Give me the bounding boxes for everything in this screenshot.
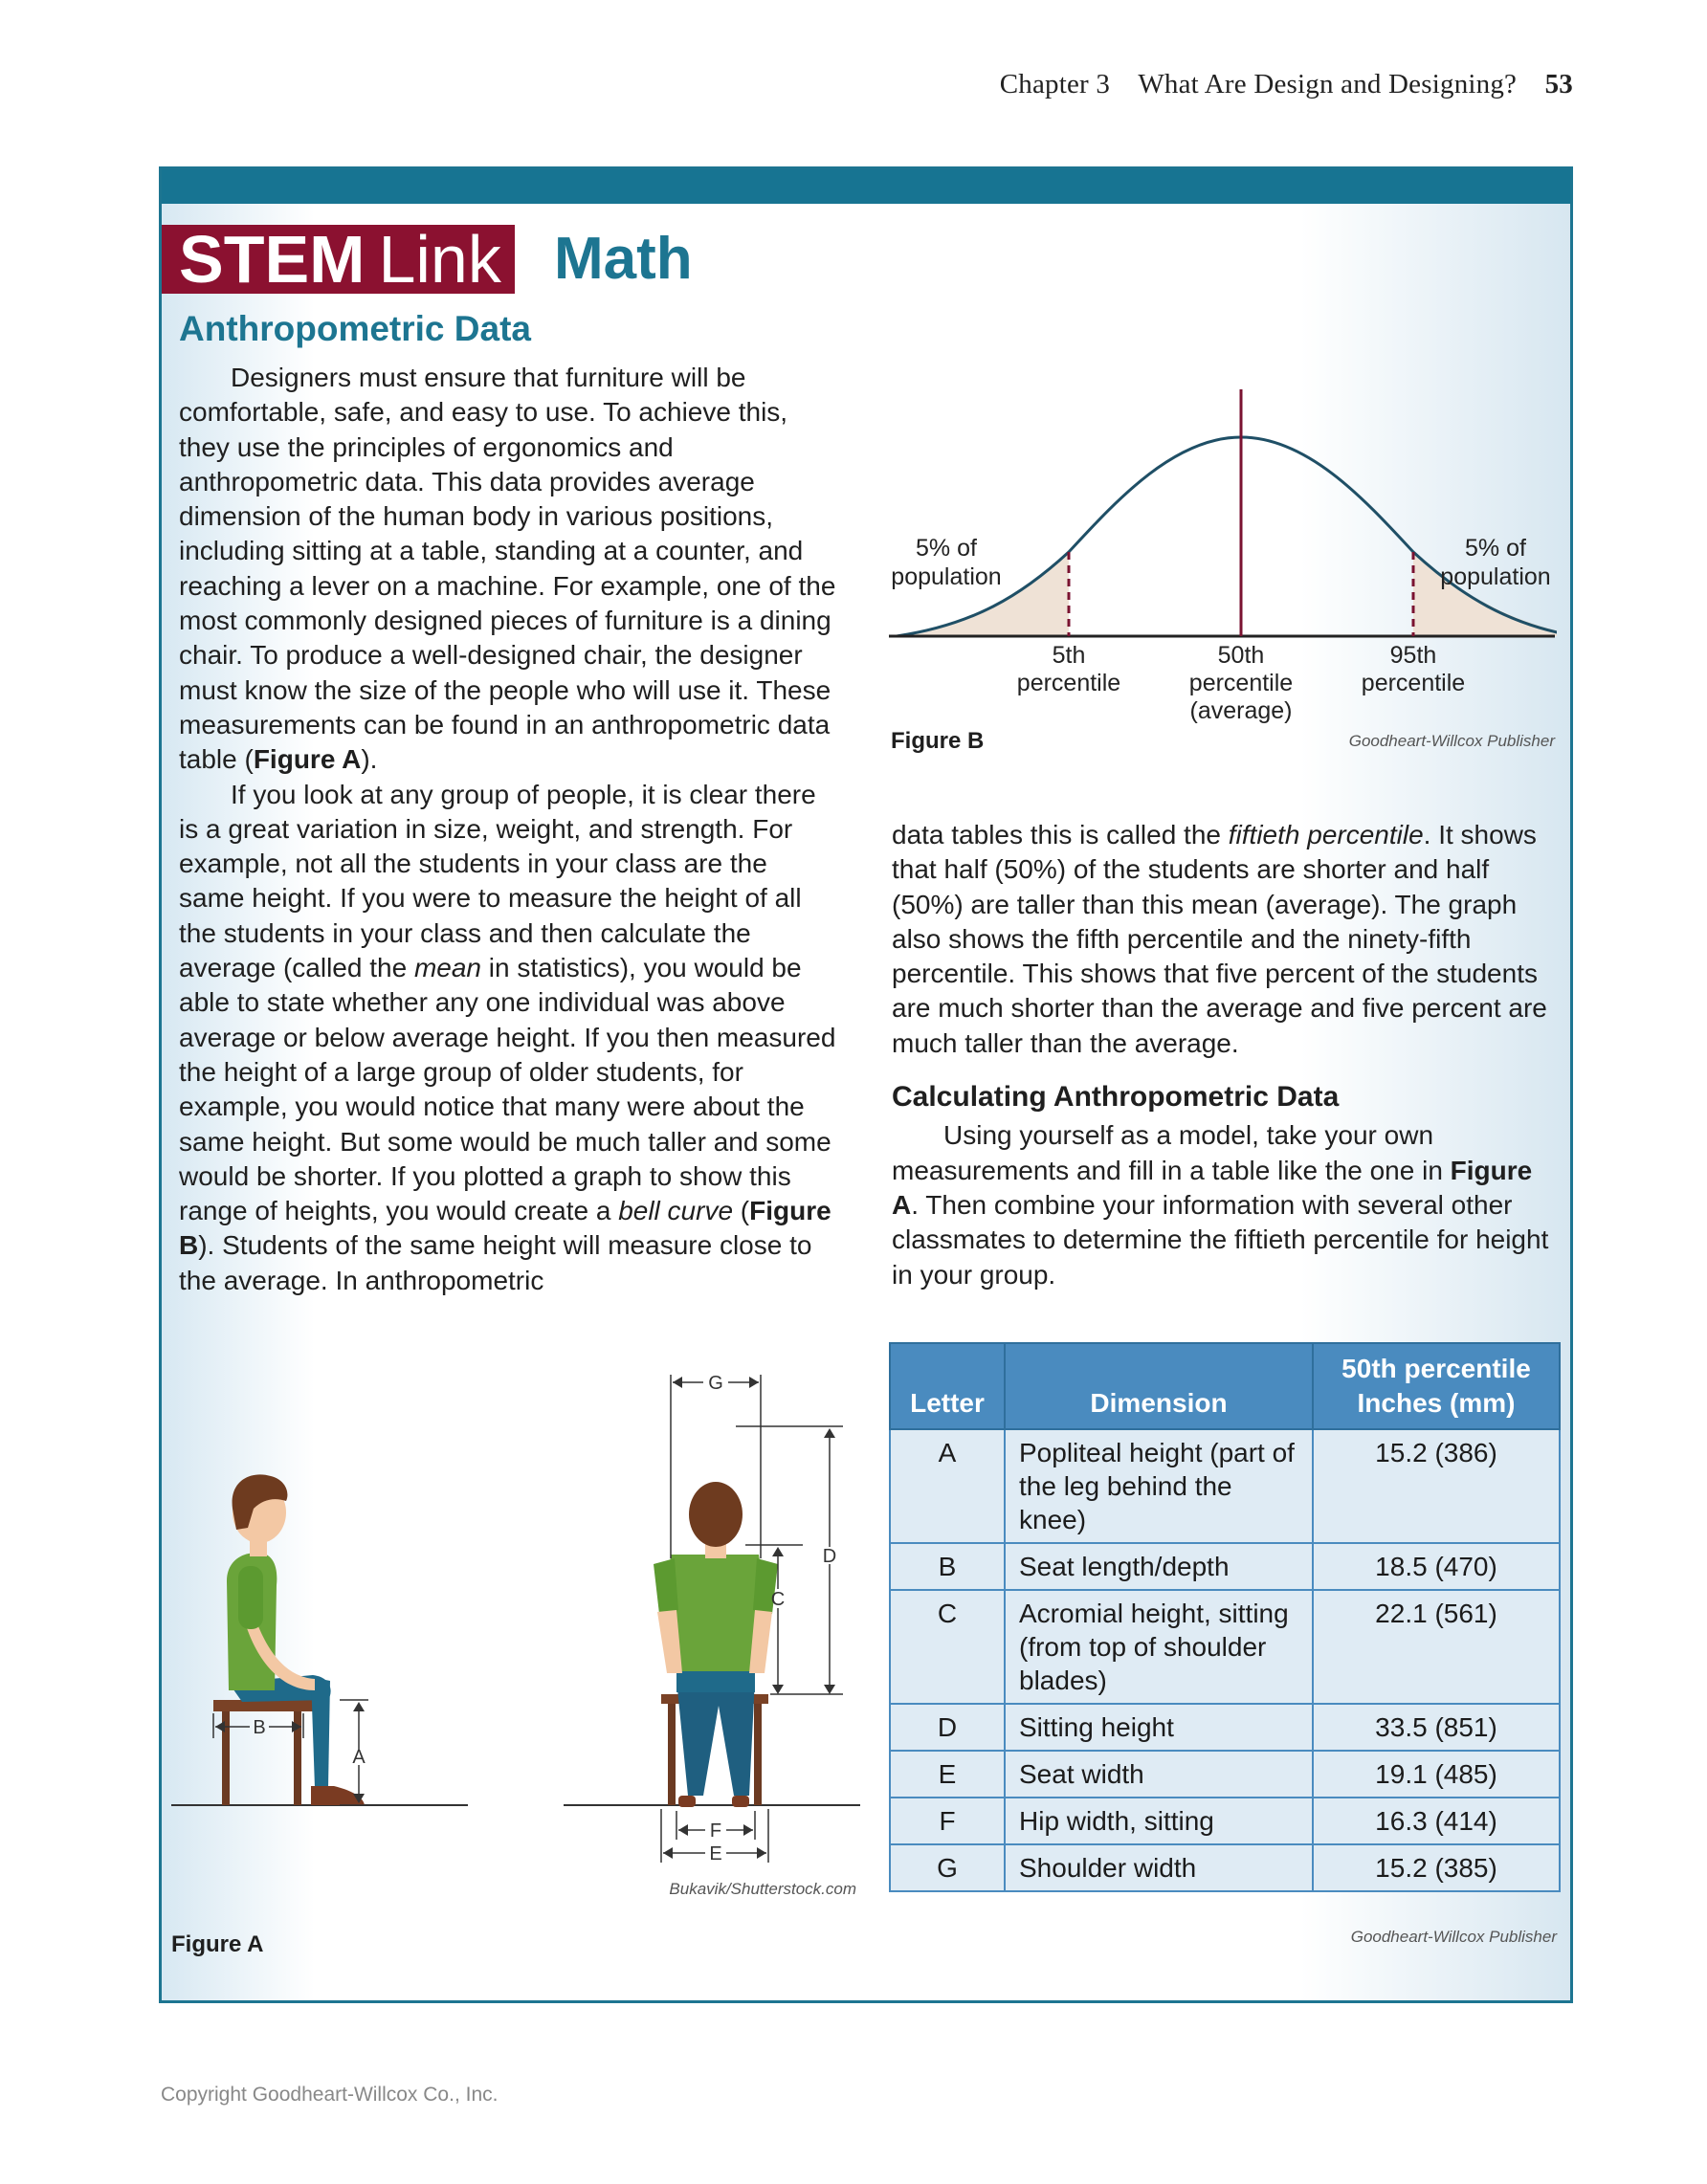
link-word: Link <box>378 222 501 297</box>
dim-e-arrow-right <box>757 1847 766 1859</box>
dim-e-arrow-left <box>663 1847 673 1859</box>
box-header-bar <box>162 169 1570 204</box>
cell-letter: E <box>890 1751 1005 1798</box>
cell-letter: A <box>890 1429 1005 1543</box>
copyright-footer: Copyright Goodheart-Willcox Co., Inc. <box>161 2084 499 2106</box>
dim-g-arrow-right <box>749 1377 759 1388</box>
table-row <box>890 1704 1560 1751</box>
dim-c-letter: C <box>770 1589 786 1610</box>
table-credit: Goodheart-Willcox Publisher <box>1350 1928 1557 1946</box>
dim-f-arrow-left <box>678 1824 688 1836</box>
table-row <box>890 1429 1560 1543</box>
dim-f-letter: F <box>709 1820 722 1842</box>
figure-a-reference: Figure A <box>253 744 362 775</box>
dim-d-arrow-up <box>824 1428 835 1438</box>
cell-letter: B <box>890 1543 1005 1590</box>
figure-a-label: Figure A <box>171 1931 264 1957</box>
bell-curve-chart <box>887 357 1557 759</box>
dim-d-letter: D <box>822 1546 837 1567</box>
cell-value: 22.1 (561) <box>1313 1590 1560 1704</box>
table-row <box>890 1798 1560 1844</box>
cell-value: 19.1 (485) <box>1313 1751 1560 1798</box>
chapter-title: What Are Design and Designing? <box>1138 69 1518 99</box>
percentile-50-label-1: 50th <box>1217 642 1265 669</box>
cell-dimension: Acromial height, sitting (from top of shoulder blades) <box>1005 1590 1313 1704</box>
figure-b-reference: Figure B <box>179 1196 831 1261</box>
dim-f-arrow-right <box>743 1824 753 1836</box>
percentile-50-label-3: (average) <box>1189 697 1293 724</box>
figure-a-reference-2: Figure A <box>892 1155 1533 1220</box>
anthropometric-table <box>889 1342 1561 1892</box>
figure-a-photo-credit: Bukavik/Shutterstock.com <box>669 1880 856 1898</box>
header-value: 50th percentile Inches (mm) <box>1313 1343 1560 1429</box>
stem-word: STEM <box>179 222 366 297</box>
back-legs-jeans <box>676 1679 755 1796</box>
bell-curve-term: bell curve <box>618 1196 734 1226</box>
percentile-5-label-1: 5th <box>1052 642 1086 669</box>
cell-value: 33.5 (851) <box>1313 1704 1560 1751</box>
cell-letter: D <box>890 1704 1005 1751</box>
cell-dimension: Shoulder width <box>1005 1844 1313 1891</box>
percentile-95-label-1: 95th <box>1389 642 1437 669</box>
stem-link-box <box>159 166 1573 2003</box>
figure-b <box>887 357 1557 759</box>
seated-figures-diagram <box>171 1375 860 1910</box>
header-dimension: Dimension <box>1005 1343 1313 1429</box>
cell-dimension: Seat length/depth <box>1005 1543 1313 1590</box>
mean-term: mean <box>413 953 481 983</box>
back-shoe-left <box>678 1796 696 1807</box>
paragraph-2: If you look at any group of people, it is clear there is a great variation in size, weight, and strength. For example, not all the students in your class are the same height. If you were to measure the height of all the students in your class and then calculate the average (called the mean in statistics), you would be able to state whether any one individual was above average or below average height. If you then measured the height of a large group of older students, for example, you would notice that many were about the same height. But some would be much taller and some would be shorter. If you plotted a graph to show this range of heights, you would create a bell curve (Figure B). Students of the same height will measure close to the average. In anthropometric <box>179 779 836 1295</box>
cell-dimension: Popliteal height (part of the leg behind the knee) <box>1005 1429 1313 1543</box>
percentile-95-label-2: percentile <box>1361 670 1466 696</box>
paragraph-4: Using yourself as a model, take your own measurements and fill in a table like the one in Figure A. Then combine your information with several other classmates to determine the fiftieth percentile for height in your group. <box>892 1120 1549 1290</box>
cell-letter: G <box>890 1844 1005 1891</box>
back-shirt <box>667 1555 765 1671</box>
side-sleeve <box>238 1566 263 1629</box>
left-text-column <box>179 361 839 1298</box>
cell-letter: F <box>890 1798 1005 1844</box>
stool-seat-side <box>213 1700 313 1711</box>
cell-dimension: Sitting height <box>1005 1704 1313 1751</box>
figure-b-credit: Goodheart-Willcox Publisher <box>1348 732 1555 750</box>
cell-dimension: Hip width, sitting <box>1005 1798 1313 1844</box>
side-shin <box>311 1677 330 1788</box>
table-row <box>890 1844 1560 1891</box>
dim-b-letter: B <box>253 1717 266 1738</box>
dim-g-arrow-left <box>673 1377 682 1388</box>
cell-value: 18.5 (470) <box>1313 1543 1560 1590</box>
percentile-50-label-2: percentile <box>1188 670 1294 696</box>
cell-value: 15.2 (385) <box>1313 1844 1560 1891</box>
cell-value: 16.3 (414) <box>1313 1798 1560 1844</box>
right-tail-label-2: population <box>1440 563 1551 590</box>
dim-c-arrow-down <box>772 1685 784 1694</box>
figure-b-label: Figure B <box>891 728 985 754</box>
right-text-column <box>892 818 1562 1292</box>
back-head-hair <box>689 1482 743 1547</box>
back-shoe-right <box>732 1796 749 1807</box>
cell-value: 15.2 (386) <box>1313 1429 1560 1543</box>
table-header-row <box>890 1343 1560 1429</box>
right-tail-label-1: 5% of <box>1465 535 1526 562</box>
paragraph-1: Designers must ensure that furniture will be comfortable, safe, and easy to use. To achieve this, they use the principles of ergonomics and anthropometric data. This data provides average dimension of the human body in various positions, including sitting at a table, standing at a counter, and reaching a lever on a machine. For example, one of the most commonly designed pieces of furniture is a dining chair. To produce a well-designed chair, the designer must know the size of the people who will use it. These measurements can be found in an anthropometric data table (Figure A). <box>179 363 836 775</box>
cell-letter: C <box>890 1590 1005 1704</box>
section-title: Anthropometric Data <box>179 309 531 348</box>
subject-label: Math <box>554 226 693 292</box>
dim-e-letter: E <box>709 1843 722 1864</box>
stem-link-label <box>162 222 515 297</box>
dim-g-letter: G <box>708 1375 723 1394</box>
header-letter: Letter <box>890 1343 1005 1429</box>
cell-dimension: Seat width <box>1005 1751 1313 1798</box>
left-tail-label-2: population <box>891 563 1002 590</box>
running-head <box>1000 69 1573 100</box>
stool-leg-left-back <box>668 1702 676 1805</box>
table-row <box>890 1543 1560 1590</box>
dim-a-arrow-up <box>353 1702 365 1711</box>
back-left-sleeve <box>654 1558 678 1614</box>
back-view-person <box>654 1482 778 1807</box>
page-number: 53 <box>1544 69 1573 99</box>
side-view-person <box>213 1474 365 1805</box>
paragraph-3: data tables this is called the fiftieth percentile. It shows that half (50%) of the students are shorter and half (50%) are taller than this mean (average). The graph also shows the fifth percentile and the ninety-fifth percentile. This shows that five percent of the students are much shorter than the average and five percent are much taller than the average. <box>892 820 1547 1058</box>
calculating-subheading: Calculating Anthropometric Data <box>892 1081 1340 1114</box>
chapter-number: Chapter 3 <box>999 69 1111 99</box>
figure-a-illustration <box>171 1375 860 1910</box>
percentile-5-label-2: percentile <box>1016 670 1121 696</box>
table-row <box>890 1751 1560 1798</box>
dim-b-arrow-left <box>215 1721 225 1732</box>
dim-c-arrow-up <box>772 1547 784 1556</box>
dim-d-arrow-down <box>824 1685 835 1694</box>
left-tail-label-1: 5% of <box>916 535 977 562</box>
table-row <box>890 1590 1560 1704</box>
stool-leg-right-back <box>754 1702 762 1805</box>
dim-a-letter: A <box>352 1747 366 1768</box>
fiftieth-percentile-term: fiftieth percentile <box>1228 820 1424 849</box>
